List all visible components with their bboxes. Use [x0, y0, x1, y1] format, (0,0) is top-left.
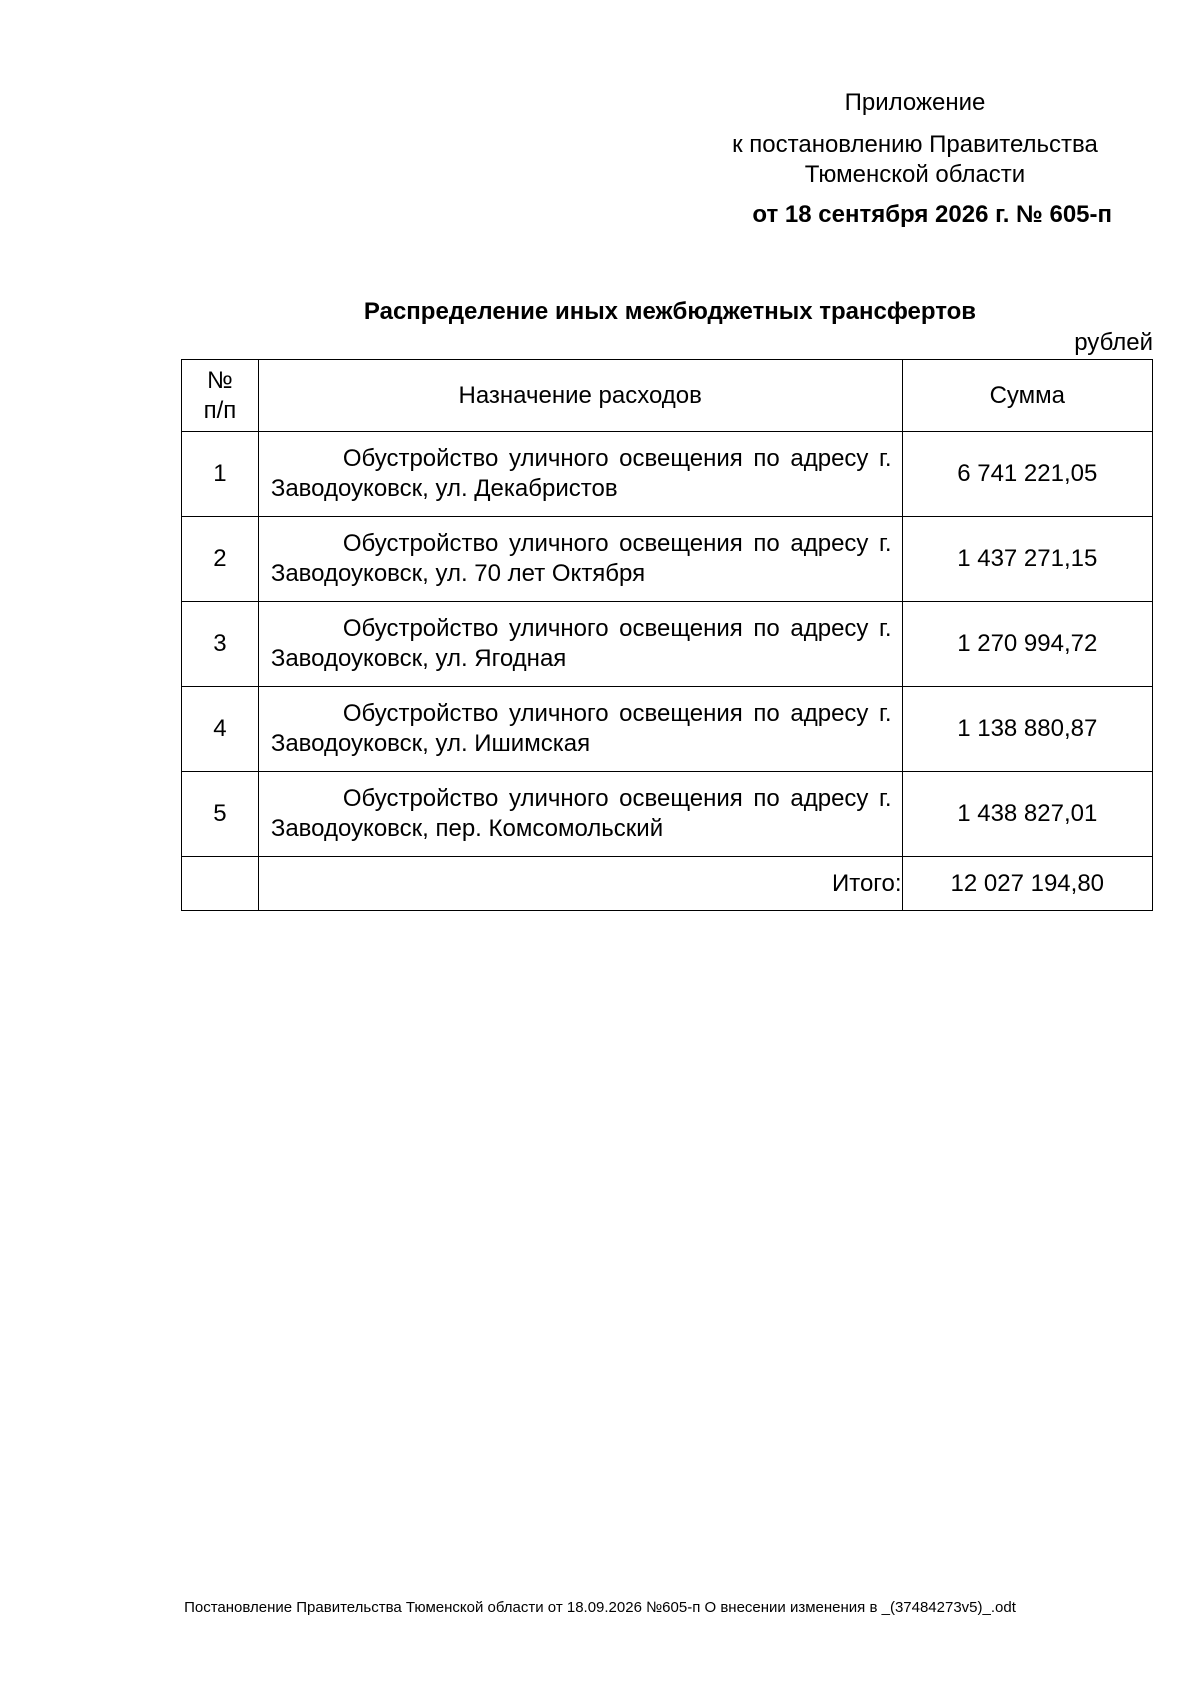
row-num: 2 [182, 517, 259, 602]
row-purpose-text: Обустройство уличного освещения по адресу г. Заводоуковск, пер. Комсомольский [270, 785, 892, 842]
row-amount: 1 438 827,01 [902, 772, 1152, 857]
table-row [182, 517, 1153, 602]
row-purpose [258, 687, 902, 772]
row-purpose-text: Обустройство уличного освещения по адресу г. Заводоуковск, ул. 70 лет Октября [270, 530, 892, 587]
header-num [182, 360, 259, 432]
appendix-header [700, 88, 1130, 230]
appendix-reference-line2: Тюменской области [804, 161, 1026, 188]
row-amount: 1 138 880,87 [902, 687, 1152, 772]
total-num-empty [182, 857, 259, 911]
total-amount: 12 027 194,80 [902, 857, 1152, 911]
row-purpose-text: Обустройство уличного освещения по адресу г. Заводоуковск, ул. Ишимская [270, 700, 892, 757]
table-row [182, 687, 1153, 772]
table-row [182, 432, 1153, 517]
total-label: Итого: [258, 857, 902, 911]
row-amount: 1 270 994,72 [902, 602, 1152, 687]
row-purpose [258, 517, 902, 602]
header-num-line1: № [207, 366, 233, 394]
header-purpose: Назначение расходов [258, 360, 902, 432]
row-num: 4 [182, 687, 259, 772]
row-purpose-text: Обустройство уличного освещения по адресу г. Заводоуковск, ул. Декабристов [270, 445, 892, 502]
appendix-date-number: от 18 сентября 2026 г. № 605-п [752, 201, 1112, 228]
units-label: рублей [1074, 329, 1153, 356]
row-amount: 6 741 221,05 [902, 432, 1152, 517]
row-amount: 1 437 271,15 [902, 517, 1152, 602]
row-purpose [258, 772, 902, 857]
row-num: 5 [182, 772, 259, 857]
page-footer: Постановление Правительства Тюменской области от 18.09.2026 №605-п О внесении изменения в _(37484273v5)_.odt [184, 1599, 1016, 1616]
row-purpose-text: Обустройство уличного освещения по адресу г. Заводоуковск, ул. Ягодная [270, 615, 892, 672]
row-purpose [258, 432, 902, 517]
row-num: 3 [182, 602, 259, 687]
document-title: Распределение иных межбюджетных трансфертов [363, 298, 977, 325]
header-num-line2: п/п [203, 396, 237, 424]
transfers-table [181, 359, 1153, 911]
table-row [182, 772, 1153, 857]
row-num: 1 [182, 432, 259, 517]
appendix-title: Приложение [844, 89, 986, 116]
header-amount: Сумма [902, 360, 1152, 432]
table-row [182, 602, 1153, 687]
row-purpose [258, 602, 902, 687]
appendix-reference-line1: к постановлению Правительства [732, 131, 1098, 158]
table-total-row [182, 857, 1153, 911]
table-header-row [182, 360, 1153, 432]
